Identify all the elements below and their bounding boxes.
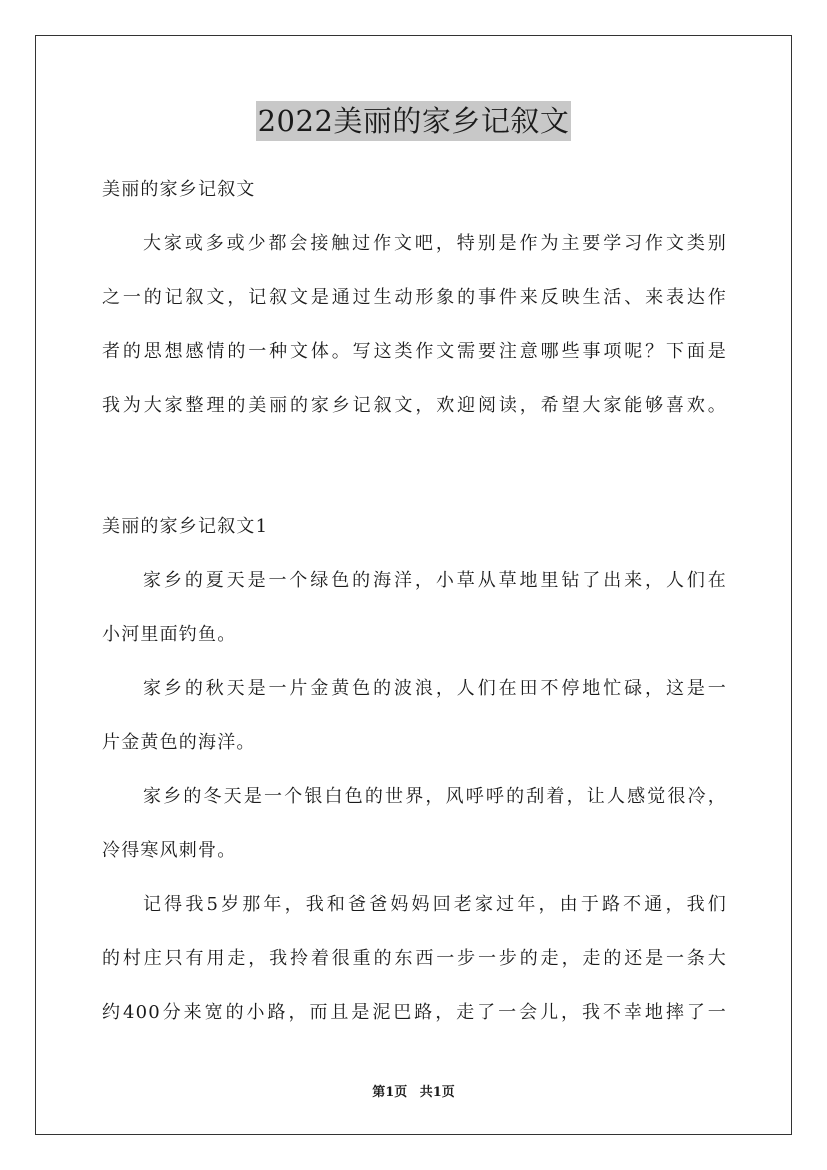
page-footer: [0, 1084, 827, 1102]
paragraph-line: 家乡的秋天是一片金黄色的波浪，人们在田不停地忙碌，这是一: [143, 678, 727, 699]
page-number: 第1页: [372, 1085, 408, 1100]
paragraph-line: 家乡的冬天是一个银白色的世界，风呼呼的刮着，让人感觉很冷，: [143, 786, 727, 807]
intro-line: 之一的记叙文，记叙文是通过生动形象的事件来反映生活、来表达作: [102, 287, 727, 308]
section-gap: [102, 433, 727, 500]
intro-line: 者的思想感情的一种文体。写这类作文需要注意哪些事项呢？下面是: [102, 341, 727, 362]
paragraph-line: 冷得寒风刺骨。: [102, 840, 237, 861]
section-heading: 美丽的家乡记叙文1: [102, 516, 269, 537]
subtitle: 美丽的家乡记叙文: [102, 179, 256, 200]
title-container: [0, 101, 827, 141]
paragraph-line: 小河里面钓鱼。: [102, 624, 237, 645]
paragraph-line: 记得我5岁那年，我和爸爸妈妈回老家过年，由于路不通，我们: [143, 894, 727, 915]
intro-line: 大家或多或少都会接触过作文吧，特别是作为主要学习作文类别: [143, 233, 727, 254]
intro-line: 我为大家整理的美丽的家乡记叙文，欢迎阅读，希望大家能够喜欢。: [102, 395, 727, 416]
paragraph-line: 约400分来宽的小路，而且是泥巴路，走了一会儿，我不幸地摔了一: [102, 1002, 727, 1023]
page-total: 共1页: [419, 1085, 455, 1100]
paragraph-line: 的村庄只有用走，我拎着很重的东西一步一步的走，走的还是一条大: [102, 948, 727, 969]
paragraph-line: 片金黄色的海洋。: [102, 732, 256, 753]
document-title: 2022美丽的家乡记叙文: [256, 101, 572, 141]
document-body: [102, 163, 727, 1040]
paragraph-line: 家乡的夏天是一个绿色的海洋，小草从草地里钻了出来，人们在: [143, 570, 727, 591]
